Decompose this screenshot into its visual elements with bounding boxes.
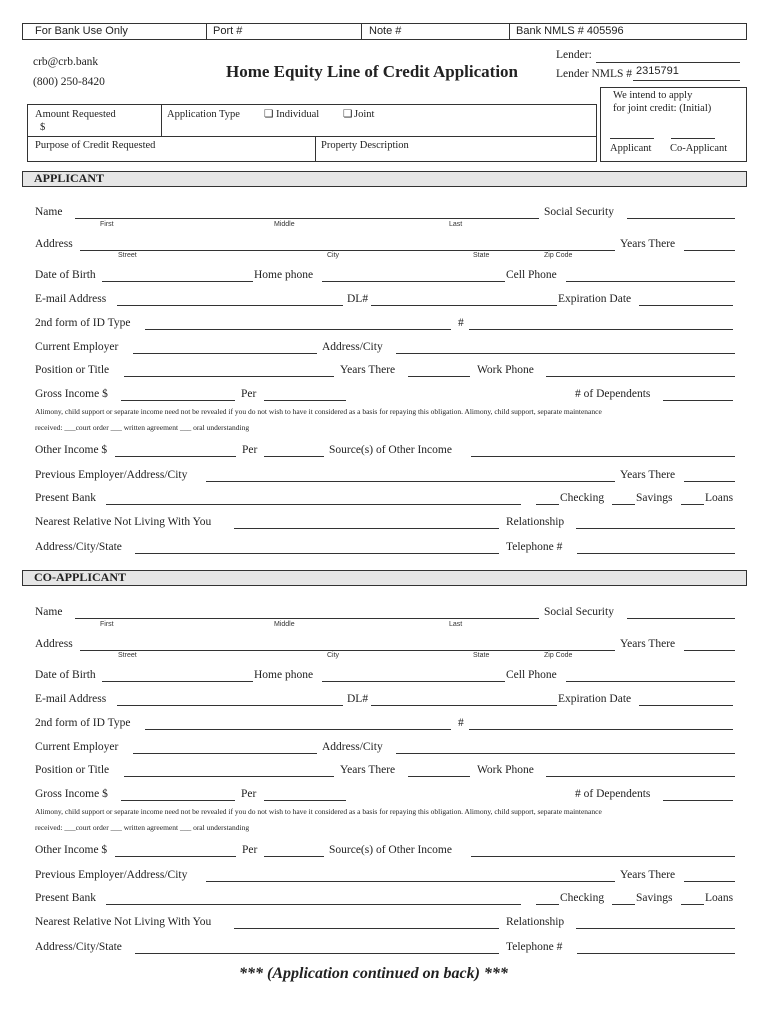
co-applicant-employer-address-field[interactable] [396,743,735,754]
co-applicant-state-sublabel: State [473,652,490,659]
co-applicant-dependents-field[interactable] [663,790,733,801]
zip-sublabel: Zip Code [544,252,573,259]
co-applicant-middle-sublabel: Middle [274,621,295,628]
city-sublabel: City [327,252,340,259]
bank-use-label: For Bank Use Only [35,25,128,37]
co-applicant-gross-income-per-field[interactable] [264,790,346,801]
co-applicant-email-label: E-mail Address [35,693,107,705]
present-bank-label: Present Bank [35,492,97,504]
years-there-label: Years There [620,238,676,250]
co-applicant-street-sublabel: Street [118,652,137,659]
continued-on-back-note: *** (Application continued on back) *** [239,965,508,982]
co-applicant-zip-sublabel: Zip Code [544,652,573,659]
street-sublabel: Street [118,252,137,259]
co-applicant-form [0,400,770,960]
co-applicant-alimony-options: received: ___court order ___ written agreement ___ oral understanding [35,823,250,832]
co-applicant-telephone-label: Telephone # [506,941,563,953]
co-applicant-expiration-label: Expiration Date [558,693,632,705]
co-applicant-checking-field[interactable] [536,894,559,905]
co-applicant-expiration-field[interactable] [639,695,733,706]
purpose-field[interactable]: Purpose of Credit Requested [35,140,156,151]
bank-email: crb@crb.bank [33,56,99,68]
co-applicant-previous-years-field[interactable] [684,871,735,882]
bank-nmls: Bank NMLS # 405596 [516,25,624,37]
savings-label: Savings [636,492,673,504]
employer-address-field[interactable] [396,343,735,354]
income-sources-label: Source(s) of Other Income [329,444,452,456]
dob-field[interactable] [102,271,253,282]
gross-income-label: Gross Income $ [35,388,108,400]
co-applicant-employer-years-label: Years There [340,764,396,776]
co-applicant-second-id-number-field[interactable] [469,719,733,730]
page-title: Home Equity Line of Credit Application [226,62,519,81]
co-applicant-second-id-label: 2nd form of ID Type [35,717,131,729]
co-applicant-previous-employer-label: Previous Employer/Address/City [35,869,188,881]
lender-nmls-label: Lender NMLS # [556,68,633,80]
section-applicant: APPLICANT [22,171,747,187]
lender-nmls-value: 2315791 [636,65,679,77]
co-applicant-years-there-label: Years There [620,638,676,650]
relative-address-label: Address/City/State [35,541,122,553]
co-applicant-income-sources-field[interactable] [471,846,735,857]
joint-label: Joint [354,109,375,120]
property-description-field[interactable]: Property Description [321,140,409,151]
co-applicant-work-phone-label: Work Phone [477,764,534,776]
nearest-relative-label: Nearest Relative Not Living With You [35,516,212,528]
co-applicant-nearest-relative-field[interactable] [234,918,499,929]
co-applicant-gross-income-field[interactable] [121,790,235,801]
relationship-label: Relationship [506,516,565,528]
co-applicant-cell-phone-label: Cell Phone [506,669,557,681]
co-applicant-other-income-per-field[interactable] [264,846,324,857]
dl-field[interactable] [371,295,557,306]
second-id-hash-label: # [458,317,464,329]
ssn-field[interactable] [627,208,735,219]
co-applicant-relationship-label: Relationship [506,916,565,928]
co-applicant-second-id-hash-label: # [458,717,464,729]
co-applicant-checking-label: Checking [560,892,605,904]
co-applicant-other-income-field[interactable] [115,846,236,857]
applicant-initial-label: Applicant [610,143,652,154]
co-applicant-gross-income-per-label: Per [241,788,257,800]
current-employer-label: Current Employer [35,341,119,353]
work-phone-label: Work Phone [477,364,534,376]
current-employer-field[interactable] [133,343,317,354]
other-income-label: Other Income $ [35,444,108,456]
co-applicant-dl-field[interactable] [371,695,557,706]
address-label: Address [35,238,73,250]
co-applicant-second-id-field[interactable] [145,719,451,730]
individual-label: Individual [276,109,320,120]
application-type-label: Application Type [167,109,240,120]
note-field[interactable]: Note # [369,25,402,37]
co-applicant-cell-phone-field[interactable] [566,671,735,682]
intend-text-2: for joint credit: (Initial) [613,103,712,114]
gross-income-per-label: Per [241,388,257,400]
co-applicant-position-label: Position or Title [35,764,110,776]
co-applicant-income-sources-label: Source(s) of Other Income [329,844,452,856]
cell-phone-field[interactable] [566,271,735,282]
home-phone-field[interactable] [322,271,505,282]
co-applicant-dl-label: DL# [347,693,369,705]
alimony-notice: Alimony, child support or separate income need not be revealed if you do not wish to have it considered as a basis for repaying this obligation. Alimony, child support, separate maintenance [35,407,602,416]
dl-label: DL# [347,293,369,305]
amount-requested-field[interactable]: $ [40,122,46,133]
co-applicant-address-field[interactable] [80,640,615,651]
bank-phone: (800) 250-8420 [33,76,105,88]
ssn-label: Social Security [544,206,614,218]
co-applicant-position-field[interactable] [124,766,334,777]
co-applicant-employer-years-field[interactable] [408,766,470,777]
joint-checkbox[interactable]: ❏ [343,109,353,120]
co-applicant-relationship-field[interactable] [576,918,735,929]
co-applicant-loans-field[interactable] [681,894,704,905]
work-phone-field[interactable] [546,366,735,377]
last-sublabel: Last [449,221,463,228]
co-applicant-email-field[interactable] [117,695,343,706]
co-applicant-address-label: Address [35,638,73,650]
co-applicant-current-employer-label: Current Employer [35,741,119,753]
co-applicant-dependents-label: # of Dependents [575,788,651,800]
co-applicant-dob-label: Date of Birth [35,669,96,681]
co-applicant-present-bank-label: Present Bank [35,892,97,904]
co-applicant-city-sublabel: City [327,652,340,659]
individual-checkbox[interactable]: ❏ [264,109,274,120]
co-applicant-employer-address-label: Address/City [322,741,383,753]
previous-years-label: Years There [620,469,676,481]
co-applicant-previous-employer-field[interactable] [206,871,615,882]
port-field[interactable]: Port # [213,25,243,37]
state-sublabel: State [473,252,490,259]
co-applicant-alimony-notice: Alimony, child support or separate income need not be revealed if you do not wish to have it considered as a basis for repaying this obligation. Alimony, child support, separate maintenance [35,807,602,816]
second-id-number-field[interactable] [469,319,733,330]
lender-label: Lender: [556,49,592,61]
co-applicant-savings-field[interactable] [612,894,635,905]
name-label: Name [35,206,63,218]
co-applicant-last-sublabel: Last [449,621,463,628]
expiration-label: Expiration Date [558,293,632,305]
position-label: Position or Title [35,364,110,376]
middle-sublabel: Middle [274,221,295,228]
section-co-applicant: CO-APPLICANT [22,570,747,586]
loans-label: Loans [705,492,734,504]
checking-label: Checking [560,492,605,504]
previous-employer-label: Previous Employer/Address/City [35,469,188,481]
email-field[interactable] [117,295,343,306]
co-applicant-relative-address-label: Address/City/State [35,941,122,953]
co-applicant-loans-label: Loans [705,892,734,904]
employer-years-field[interactable] [408,366,470,377]
position-field[interactable] [124,366,334,377]
co-applicant-nearest-relative-label: Nearest Relative Not Living With You [35,916,212,928]
co-applicant-first-sublabel: First [100,621,114,628]
co-applicant-savings-label: Savings [636,892,673,904]
co-applicant-gross-income-label: Gross Income $ [35,788,108,800]
expiration-field[interactable] [639,295,733,306]
co-applicant-name-label: Name [35,606,63,618]
address-field[interactable] [80,240,615,251]
intend-text-1: We intend to apply [613,90,693,101]
co-applicant-years-there-field[interactable] [684,640,735,651]
co-applicant-other-income-label: Other Income $ [35,844,108,856]
co-applicant-ssn-field[interactable] [627,608,735,619]
name-field[interactable] [75,208,539,219]
co-applicant-present-bank-field[interactable] [106,894,521,905]
alimony-options: received: ___court order ___ written agreement ___ oral understanding [35,423,250,432]
co-applicant-dob-field[interactable] [102,671,253,682]
dob-label: Date of Birth [35,269,96,281]
co-applicant-home-phone-field[interactable] [322,671,505,682]
co-applicant-current-employer-field[interactable] [133,743,317,754]
co-applicant-other-income-per-label: Per [242,844,258,856]
amount-requested-label: Amount Requested [35,109,116,120]
co-applicant-initial-label: Co-Applicant [670,143,728,154]
first-sublabel: First [100,221,114,228]
co-applicant-ssn-label: Social Security [544,606,614,618]
email-label: E-mail Address [35,293,107,305]
years-there-field[interactable] [684,240,735,251]
second-id-label: 2nd form of ID Type [35,317,131,329]
co-applicant-home-phone-label: Home phone [254,669,314,681]
co-applicant-telephone-field[interactable] [577,943,735,954]
telephone-label: Telephone # [506,541,563,553]
home-phone-label: Home phone [254,269,314,281]
cell-phone-label: Cell Phone [506,269,557,281]
employer-address-label: Address/City [322,341,383,353]
co-applicant-previous-years-label: Years There [620,869,676,881]
co-applicant-name-field[interactable] [75,608,539,619]
co-applicant-work-phone-field[interactable] [546,766,735,777]
co-applicant-relative-address-field[interactable] [135,943,499,954]
second-id-field[interactable] [145,319,451,330]
other-income-per-label: Per [242,444,258,456]
employer-years-label: Years There [340,364,396,376]
dependents-label: # of Dependents [575,388,651,400]
